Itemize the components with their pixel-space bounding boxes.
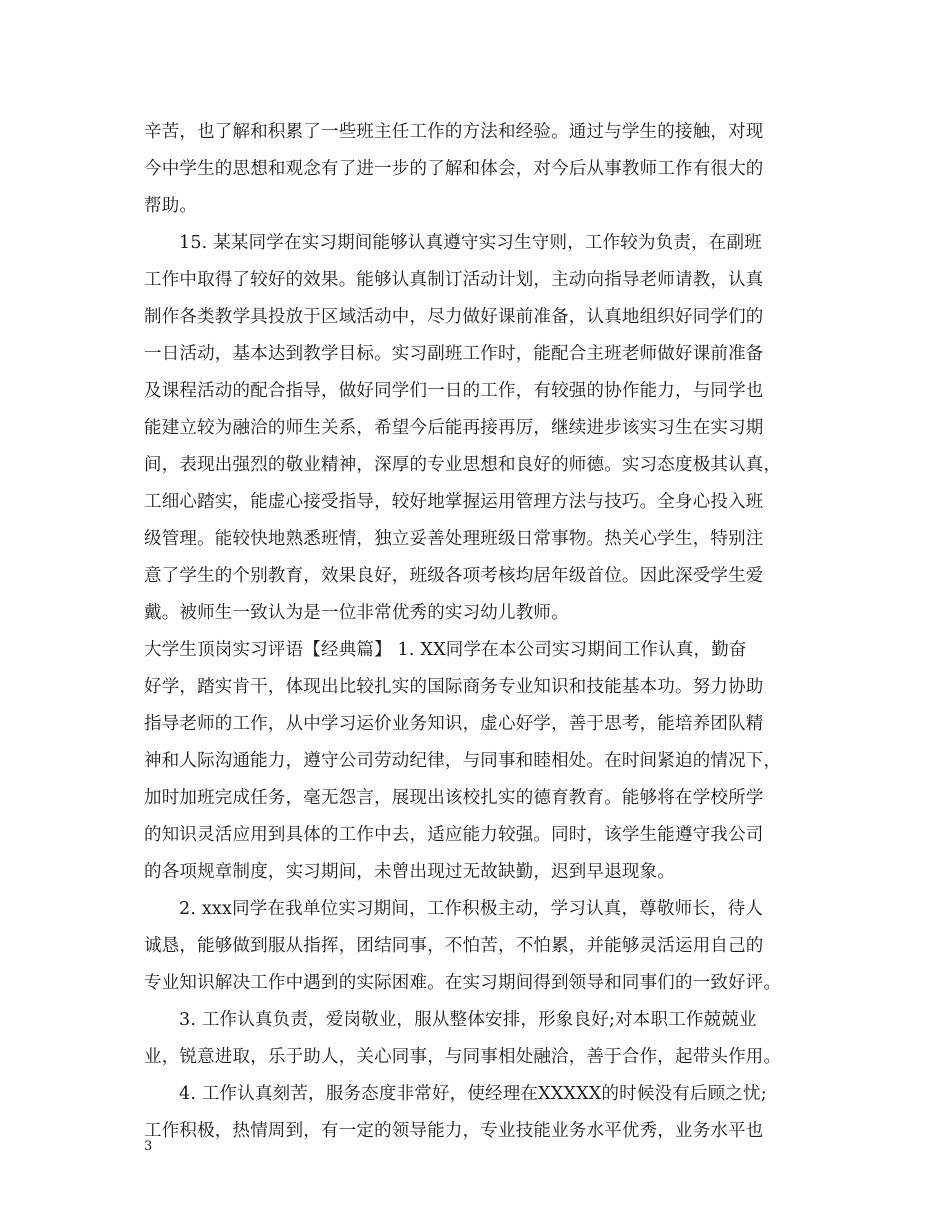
text-line: 诚恳，能够做到服从指挥，团结同事，不怕苦，不怕累，并能够灵活运用自己的 [144, 936, 764, 956]
text-line: 业，锐意进取，乐于助人，关心同事，与同事相处融洽，善于合作，起带头作用。 [144, 1047, 782, 1067]
text-line: 及课程活动的配合指导，做好同学们一日的工作，有较强的协作能力，与同学也 [144, 381, 764, 401]
text-line: 3. 工作认真负责，爱岗敬业，服从整体安排，形象良好;对本职工作兢兢业 [179, 1010, 757, 1030]
text-line: 级管理。能较快地熟悉班情，独立妥善处理班级日常事物。热关心学生，特别注 [144, 529, 764, 549]
text-line: 间，表现出强烈的敬业精神，深厚的专业思想和良好的师德。实习态度极其认真， [144, 455, 782, 475]
text-line: 今中学生的思想和观念有了进一步的了解和体会，对今后从事教师工作有很大的 [144, 159, 764, 179]
text-line: 工作积极，热情周到，有一定的领导能力，专业技能业务水平优秀，业务水平也 [144, 1121, 764, 1141]
text-line: 能建立较为融洽的师生关系，希望今后能再接再厉，继续进步该实习生在实习期 [144, 418, 764, 438]
text-line: 制作各类教学具投放于区域活动中，尽力做好课前准备，认真地组织好同学们的 [144, 307, 764, 327]
text-line: 2. xxx同学在我单位实习期间，工作积极主动，学习认真，尊敬师长，待人 [179, 899, 764, 919]
text-line: 一日活动，基本达到教学目标。实习副班工作时，能配合主班老师做好课前准备 [144, 344, 764, 364]
text-line: 意了学生的个别教育，效果良好，班级各项考核均居年级首位。因此深受学生爱 [144, 566, 764, 586]
text-line: 4. 工作认真刻苦，服务态度非常好，使经理在XXXXX的时候没有后顾之忧; [179, 1084, 767, 1104]
text-line: 专业知识解决工作中遇到的实际困难。在实习期间得到领导和同事们的一致好评。 [144, 973, 782, 993]
text-line: 工细心踏实，能虚心接受指导，较好地掌握运用管理方法与技巧。全身心投入班 [144, 492, 764, 512]
page-number: 3 [144, 1139, 153, 1154]
text-line: 的各项规章制度，实习期间，未曾出现过无故缺勤，迟到早退现象。 [144, 862, 675, 882]
text-line: 大学生顶岗实习评语【经典篇】 1. XX同学在本公司实习期间工作认真，勤奋 [144, 640, 747, 660]
text-line: 加时加班完成任务，毫无怨言，展现出该校扎实的德育教育。能够将在学校所学 [144, 788, 764, 808]
text-line: 指导老师的工作，从中学习运价业务知识，虚心好学，善于思考，能培养团队精 [144, 714, 764, 734]
text-line: 的知识灵活应用到具体的工作中去，适应能力较强。同时，该学生能遵守我公司 [144, 825, 764, 845]
text-line: 好学，踏实肯干，体现出比较扎实的国际商务专业知识和技能基本功。努力协助 [144, 677, 764, 697]
text-line: 帮助。 [144, 196, 198, 216]
text-line: 15. 某某同学在实习期间能够认真遵守实习生守则，工作较为负责，在副班 [179, 233, 762, 253]
text-line: 戴。被师生一致认为是一位非常优秀的实习幼儿教师。 [144, 603, 569, 623]
text-line: 神和人际沟通能力，遵守公司劳动纪律，与同事和睦相处。在时间紧迫的情况下， [144, 751, 782, 771]
text-line: 工作中取得了较好的效果。能够认真制订活动计划，主动向指导老师请教，认真 [144, 270, 764, 290]
text-line: 辛苦，也了解和积累了一些班主任工作的方法和经验。通过与学生的接触，对现 [144, 122, 764, 142]
